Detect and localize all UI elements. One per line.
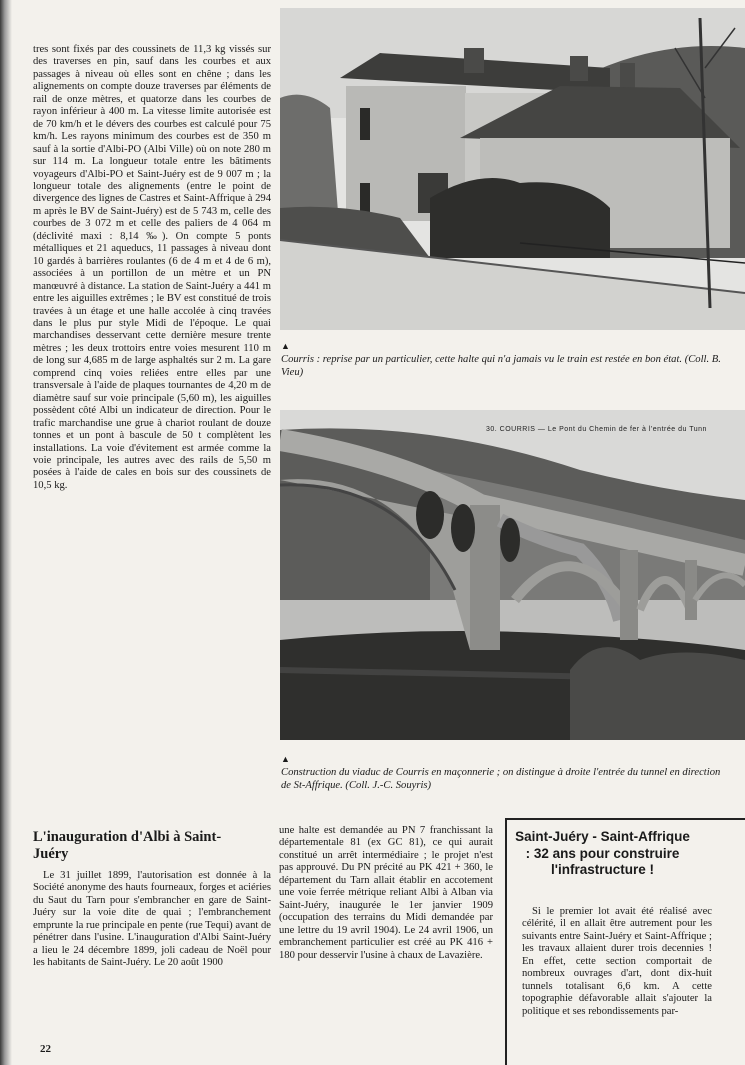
- left-column-text: tres sont fixés par des coussinets de 11,3 kg vissés sur des traverses en pin, sauf dans les courbes et aux passages à niveau où elles sont en chêne ; dans les alignements on compte douze traverses par éléments de rail de onze mètres, et quatorze dans les courbes de rayon inférieur à 400 m. La vitesse limite autorisée est de 70 km/h et le dévers des courbes est calculé pour 75 km/h. Les rayons minimum des courbes est de 350 m sauf à la sortie d'Albi-PO (Albi Ville) où on note 280 m sur 114 m. La longueur totale entre les bâtiments voyageurs d'Albi-PO et Saint-Juéry est de 9 007 m ; la longueur totale des alignements (entre le point de divergence des lignes de Castres et Saint-Affrique à 294 m après le BV de Saint-Juéry) est de 5 743 m, celle des courbes de 3 072 m et celle des paliers de 4 064 m (déclivité maxi : 8,14 ‰). On compte 5 ponts métalliques et 21 aqueducs, 11 passages à niveau dont 10 gardés à barrières roulantes (6 de 4 m et 4 de 6 m), associées à un portillon de un mètre et un PN manœuvré à distance. La station de Saint-Juéry a 441 m entre les aiguilles extrêmes ; le BV est constitué de trois travées à un étage et une halle accolée à cinq travées dans le plus pur style Midi de l'époque. Le quai marchandises desservant cette dernière mesure trente mètres ; les deux trottoirs entre voies mesurent 110 m de long sur 4,685 m de large asphaltés sur 2 m. La gare comprend cinq voies reliées entre elles par une transversale à l'aide de plaques tournantes de 4,20 m de diamètre sauf sur voie principale (5,60 m), les aiguilles possèdent côté Albi un indicateur de direction. Pour le trafic marchandise une grue à chariot roulant de douze tonnes et un pont à bascule de 50 t complètent les installations. La voie d'évitement est armée comme la voie principale, les autres avec des rails de 5,50 m posées à l'aide de cales en bois sur des coussinets de 10,5 kg.: [33, 44, 271, 491]
- postcard-label: 30. COURRIS — Le Pont du Chemin de fer à l'entrée du Tunn: [486, 426, 707, 433]
- middle-column-text: une halte est demandée au PN 7 franchissant la départementale 81 (ex GC 81), ce qui aurait constitué un arrêt intermédiaire ; le projet n'est pas approuvé. Du PN précité au PK 421 + 360, le département du Tarn allait établir en accotement une voie ferrée métrique reliant Albi à Alban via Saint-Juéry, inaugurée le 1er janvier 1909 (occupation des terrains du Midi demandée par une lettre du 19 avril 1904). Le 24 avril 1906, un embranchement particulier est créé au PK 416 + 180 pour desservir l'usine à chaux de Lavazière.: [279, 825, 493, 961]
- photo-courris-viaduct: [280, 410, 745, 740]
- page-number: 22: [40, 1043, 51, 1055]
- photo2-caption: Construction du viaduc de Courris en maçonnerie ; on distingue à droite l'entrée du tunnel en direction de St-Affrique. (Coll. J.-C. Souyris): [281, 767, 721, 791]
- photo-courris-halt: [280, 8, 745, 330]
- section-text-inauguration: [33, 870, 271, 970]
- photo1-caption: Courris : reprise par un particulier, cette halte qui n'a jamais vu le train est restée en bon état. (Coll. B. Vieu): [281, 354, 721, 378]
- photo2-caption-block: [281, 755, 721, 792]
- photo1-caption-block: [281, 342, 721, 379]
- page-binding-shadow: [0, 0, 12, 1065]
- sidebar-paragraph: Si le premier lot avait été réalisé avec célérité, il en allait être autrement pour les suivants entre Saint-Juéry et Saint-Affrique ; les travaux allaient durer trois decennies ! En effet, cette section comportait de nombreux ouvrages d'art, dont dix-huit tunnels totalisant 6,6 km. A cette topographie défavorable allait s'ajouter la politique et ses rebondissements par-: [522, 906, 712, 1017]
- section-heading-inauguration: L'inauguration d'Albi à Saint-Juéry: [33, 829, 222, 862]
- sidebar-text: [522, 906, 712, 1018]
- photo1-marker: ▲: [281, 341, 290, 351]
- photo2-marker: ▲: [281, 754, 290, 764]
- sidebar-heading: Saint-Juéry - Saint-Affrique : 32 ans pour construire l'infrastructure !: [515, 829, 690, 877]
- inauguration-paragraph: Le 31 juillet 1899, l'autorisation est donnée à la Société anonyme des hauts fourneaux, forges et aciéries du Saut du Tarn pour s'embrancher en gare de Saint-Juéry sur la voie dite de quai ; l'embranchement emprunte la rue principale en pente (rue Tequi) avant de pénétrer dans l'usine. L'inauguration d'Albi Saint-Juéry a lieu le 24 décembre 1899, joli cadeau de Noël pour les habitants de Saint-Juéry. Le 20 août 1900: [33, 870, 271, 969]
